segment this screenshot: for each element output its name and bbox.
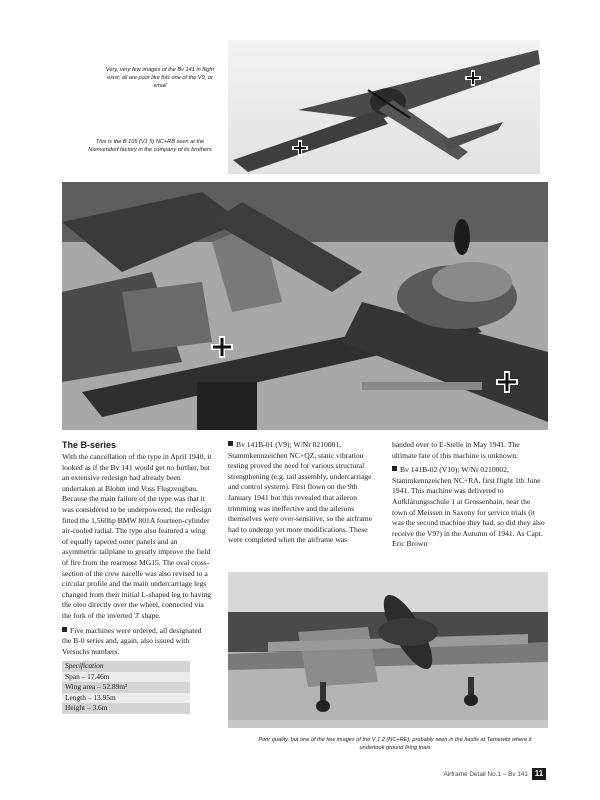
bullet-icon — [228, 441, 233, 446]
spec-row: Height – 3.6m — [62, 703, 190, 714]
spec-title: Specification — [62, 661, 190, 672]
factory-photo — [62, 182, 548, 430]
text-column-3 — [392, 440, 546, 550]
caption-ground: Poor quality, but one of the few images of the V 1 2 (NC+RE), probably seen in the hastis at Tarnewitz where it undertook ground firing trials — [258, 737, 532, 751]
col1-paragraph-1: With the cancellation of the type in April 1940, it looked as if the Bv 141 would get no further, but an extensive redesign had already been undertaken at Blohm und Voss Flugzeugbau. Because the main failure of the type was that it was considered to be underpowered, the redesign fitted the 1,560hp BMW 801A fourteen-cylinder air-cooled radial. The type also featured a wing of equally tapered outer panels and an asymmetric tailplane to greatly improve the field of fire from the rearmost MG15. The oval cross-section of the crew nacelle was also revised to a circular profile and the main undercarriage legs changed from their initial L-shaped leg to having the oleo directly over the wheel, connected via the fork of the inverted 'J' shape. — [62, 452, 212, 620]
col3-paragraph-1: handed over to E-Stelle in May 1941. The ultimate fate of this machine is unknown. — [392, 440, 520, 460]
bullet-icon — [62, 627, 67, 632]
bullet-icon — [392, 466, 397, 471]
col1-paragraph-2-text: Five machines were ordered, all designated the B-0 series and, again, also issued with Versuchs numbers. — [62, 625, 202, 656]
spec-row: Length – 13.95m — [62, 693, 190, 704]
col3-paragraph-2 — [392, 465, 546, 550]
col3-paragraph-2-text: Bv 141B-02 (V10); W/Nr 0210002, Stammkennzeichen NC+RA, first flight 1th June 1941. This machine was delivered to Aufklärungsschule 1 at Grossenhain, near the town of Meissen in Saxony for service trials (it was the second machine they had, so did they also receive the V9?) in the Autumn of 1941. As Capt. Eric Brown — [392, 465, 545, 549]
text-column-1 — [62, 440, 212, 714]
text-column-2 — [228, 440, 380, 546]
section-heading: The B-series — [62, 440, 117, 450]
col1-paragraph-2 — [62, 626, 212, 658]
specification-box — [62, 661, 190, 714]
col2-paragraph-1 — [228, 440, 380, 546]
inflight-photo — [228, 40, 540, 174]
page-footer — [443, 768, 546, 780]
caption-inflight: Very, very few images of the Bv 141 in flight exist; all are poor like this one of the V9, or small — [105, 67, 215, 89]
footer-title: Airframe Detail No.1 – Bv 141 — [443, 770, 528, 778]
ground-photo — [228, 572, 548, 728]
spec-row: Wing area – 52.89m² — [62, 682, 190, 693]
spec-row: Span – 17.46m — [62, 672, 190, 683]
caption-factory: This is the B 105 (V1 5) NC+RB seen at the Nienvendorf factory in the company of its brothers — [88, 139, 212, 153]
col2-paragraph-1-text: Bv 141B-01 (V9); W/Nr 0210001, Stammkennzeichen NC+QZ, static vibration testing proved the need for various structural strengthening (e.g. tail assembly, undercarriage and control system). First flown on the 9th January 1941 but this revealed that aileron trimming was ineffective and the ailerons themselves were over-sensitive, so the airframe had to undergo yet more modifications. These were completed when the airframe was — [228, 440, 373, 545]
page-number: 11 — [532, 768, 546, 780]
